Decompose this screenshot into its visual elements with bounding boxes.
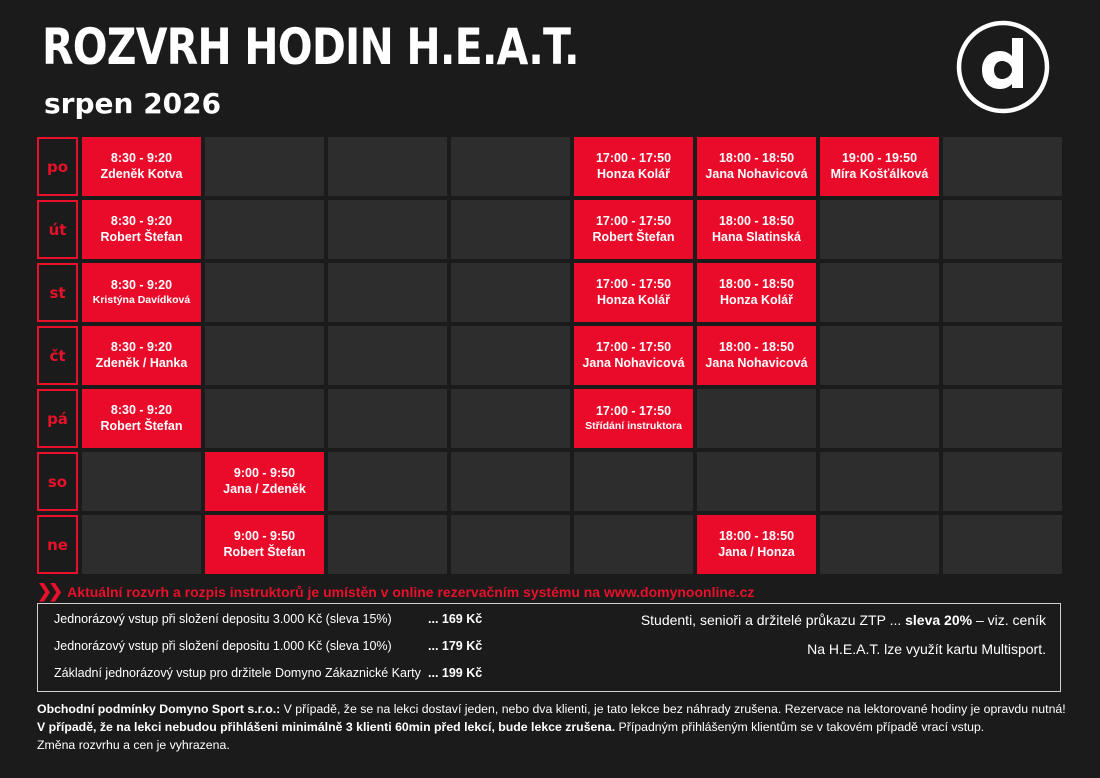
class-slot — [205, 452, 324, 511]
slot-instructor: Robert Štefan — [100, 229, 183, 244]
empty-slot — [205, 389, 324, 448]
empty-slot — [451, 263, 570, 322]
empty-slot — [943, 200, 1062, 259]
slot-instructor: Honza Kolář — [597, 166, 670, 181]
discount-value: sleva 20% — [905, 612, 973, 628]
class-slot — [82, 263, 201, 322]
day-label: pá — [37, 389, 78, 448]
slot-time: 17:00 - 17:50 — [595, 339, 672, 354]
page-subtitle: srpen 2026 — [44, 87, 222, 120]
class-slot — [574, 137, 693, 196]
empty-slot — [574, 515, 693, 574]
empty-slot — [328, 326, 447, 385]
slot-instructor: Robert Štefan — [223, 544, 306, 559]
terms — [37, 700, 1067, 754]
terms-line-1-text: V případě, že se na lekci dostaví jeden, nebo dva klienti, je tato lekce bez náhrady zrušena. Rezervace na lektorované hodiny je opravdu nutná! — [280, 702, 1066, 716]
slot-time: 8:30 - 9:20 — [110, 339, 173, 354]
slot-time: 8:30 - 9:20 — [110, 278, 173, 293]
slot-instructor: Míra Košťálková — [830, 166, 929, 181]
class-slot — [82, 389, 201, 448]
discount-prefix: Studenti, senioři a držitelé průkazu ZTP ... — [640, 612, 906, 628]
slot-time: 9:00 - 9:50 — [233, 528, 296, 543]
slot-instructor: Honza Kolář — [597, 292, 670, 307]
empty-slot — [205, 263, 324, 322]
empty-slot — [328, 137, 447, 196]
empty-slot — [205, 326, 324, 385]
day-label: po — [37, 137, 78, 196]
day-label: st — [37, 263, 78, 322]
slot-time: 18:00 - 18:50 — [718, 276, 795, 291]
price-label: Jednorázový vstup při složení depositu 3.000 Kč (sleva 15%) — [54, 612, 392, 626]
info-notice — [37, 581, 754, 602]
price-value: ... 179 Kč — [428, 639, 483, 653]
slot-time: 18:00 - 18:50 — [718, 528, 795, 543]
class-slot — [82, 137, 201, 196]
price-row — [54, 612, 482, 626]
slot-instructor: Zdeněk Kotva — [100, 166, 183, 181]
class-slot — [697, 515, 816, 574]
empty-slot — [820, 515, 939, 574]
slot-instructor: Jana / Zdeněk — [223, 481, 306, 496]
slot-time: 8:30 - 9:20 — [110, 150, 173, 165]
price-label: Jednorázový vstup při složení depositu 1.000 Kč (sleva 10%) — [54, 639, 392, 653]
slot-instructor: Robert Štefan — [592, 229, 675, 244]
empty-slot — [205, 200, 324, 259]
class-slot — [574, 200, 693, 259]
day-label: ne — [37, 515, 78, 574]
price-value: ... 169 Kč — [428, 612, 483, 626]
empty-slot — [820, 389, 939, 448]
class-slot — [697, 137, 816, 196]
day-label: čt — [37, 326, 78, 385]
empty-slot — [943, 263, 1062, 322]
empty-slot — [697, 452, 816, 511]
slot-time: 8:30 - 9:20 — [110, 402, 173, 417]
day-label: út — [37, 200, 78, 259]
empty-slot — [820, 326, 939, 385]
discount-info — [641, 612, 1046, 628]
schedule-grid — [37, 137, 1062, 574]
empty-slot — [943, 326, 1062, 385]
empty-slot — [328, 515, 447, 574]
empty-slot — [451, 452, 570, 511]
empty-slot — [451, 326, 570, 385]
price-row — [54, 666, 482, 680]
discount-suffix: – viz. ceník — [972, 612, 1046, 628]
class-slot — [574, 263, 693, 322]
multisport-info: Na H.E.A.T. lze využít kartu Multisport. — [807, 641, 1046, 657]
double-chevron-right-icon: ❯❯ — [37, 581, 60, 601]
slot-instructor: Honza Kolář — [720, 292, 793, 307]
slot-time: 9:00 - 9:50 — [233, 465, 296, 480]
day-label: so — [37, 452, 78, 511]
empty-slot — [328, 389, 447, 448]
slot-instructor: Kristýna Davídková — [92, 293, 191, 306]
slot-instructor: Jana Nohavicová — [582, 355, 685, 370]
terms-line-1 — [37, 700, 1067, 718]
slot-time: 18:00 - 18:50 — [718, 150, 795, 165]
empty-slot — [697, 389, 816, 448]
class-slot — [574, 326, 693, 385]
empty-slot — [820, 452, 939, 511]
class-slot — [697, 200, 816, 259]
price-label: Základní jednorázový vstup pro držitele Domyno Zákaznické Karty — [54, 666, 421, 680]
empty-slot — [943, 515, 1062, 574]
terms-line-2-bold: V případě, že na lekci nebudou přihlášeni minimálně 3 klienti 60min před lekcí, bude lekce zrušena. — [37, 720, 616, 734]
empty-slot — [943, 452, 1062, 511]
slot-time: 18:00 - 18:50 — [718, 213, 795, 228]
empty-slot — [820, 263, 939, 322]
slot-instructor: Jana Nohavicová — [705, 166, 808, 181]
slot-instructor: Robert Štefan — [100, 418, 183, 433]
price-row — [54, 639, 482, 653]
class-slot — [82, 326, 201, 385]
class-slot — [820, 137, 939, 196]
empty-slot — [82, 452, 201, 511]
terms-line-1-bold: Obchodní podmínky Domyno Sport s.r.o.: — [37, 702, 281, 716]
slot-time: 8:30 - 9:20 — [110, 213, 173, 228]
empty-slot — [451, 515, 570, 574]
slot-instructor: Jana Nohavicová — [705, 355, 808, 370]
empty-slot — [328, 452, 447, 511]
slot-instructor: Hana Slatinská — [712, 229, 801, 244]
class-slot — [82, 200, 201, 259]
slot-instructor: Jana / Honza — [718, 544, 795, 559]
page-title: ROZVRH HODIN H.E.A.T. — [42, 18, 579, 76]
empty-slot — [328, 200, 447, 259]
slot-time: 19:00 - 19:50 — [841, 150, 918, 165]
slot-instructor: Zdeněk / Hanka — [95, 355, 188, 370]
class-slot — [205, 515, 324, 574]
class-slot — [574, 389, 693, 448]
empty-slot — [451, 389, 570, 448]
terms-line-3: Změna rozvrhu a cen je vyhrazena. — [37, 738, 230, 752]
price-value: ... 199 Kč — [428, 666, 483, 680]
slot-time: 17:00 - 17:50 — [595, 404, 672, 419]
empty-slot — [451, 200, 570, 259]
slot-time: 18:00 - 18:50 — [718, 339, 795, 354]
slot-time: 17:00 - 17:50 — [595, 150, 672, 165]
empty-slot — [451, 137, 570, 196]
notice-text: Aktuální rozvrh a rozpis instruktorů je umístěn v online rezervačním systému na www.domynoonline.cz — [67, 583, 755, 600]
domyno-d-logo-icon — [956, 20, 1050, 114]
empty-slot — [943, 389, 1062, 448]
terms-line-2-text: Případným přihlášeným klientům se v takovém případě vrací vstup. — [615, 720, 985, 734]
empty-slot — [574, 452, 693, 511]
class-slot — [697, 263, 816, 322]
empty-slot — [943, 137, 1062, 196]
slot-time: 17:00 - 17:50 — [595, 276, 672, 291]
empty-slot — [82, 515, 201, 574]
empty-slot — [328, 263, 447, 322]
terms-line-2 — [37, 718, 1067, 736]
class-slot — [697, 326, 816, 385]
empty-slot — [205, 137, 324, 196]
price-box — [37, 603, 1061, 692]
slot-instructor: Střídání instruktora — [585, 419, 682, 432]
slot-time: 17:00 - 17:50 — [595, 213, 672, 228]
empty-slot — [820, 200, 939, 259]
